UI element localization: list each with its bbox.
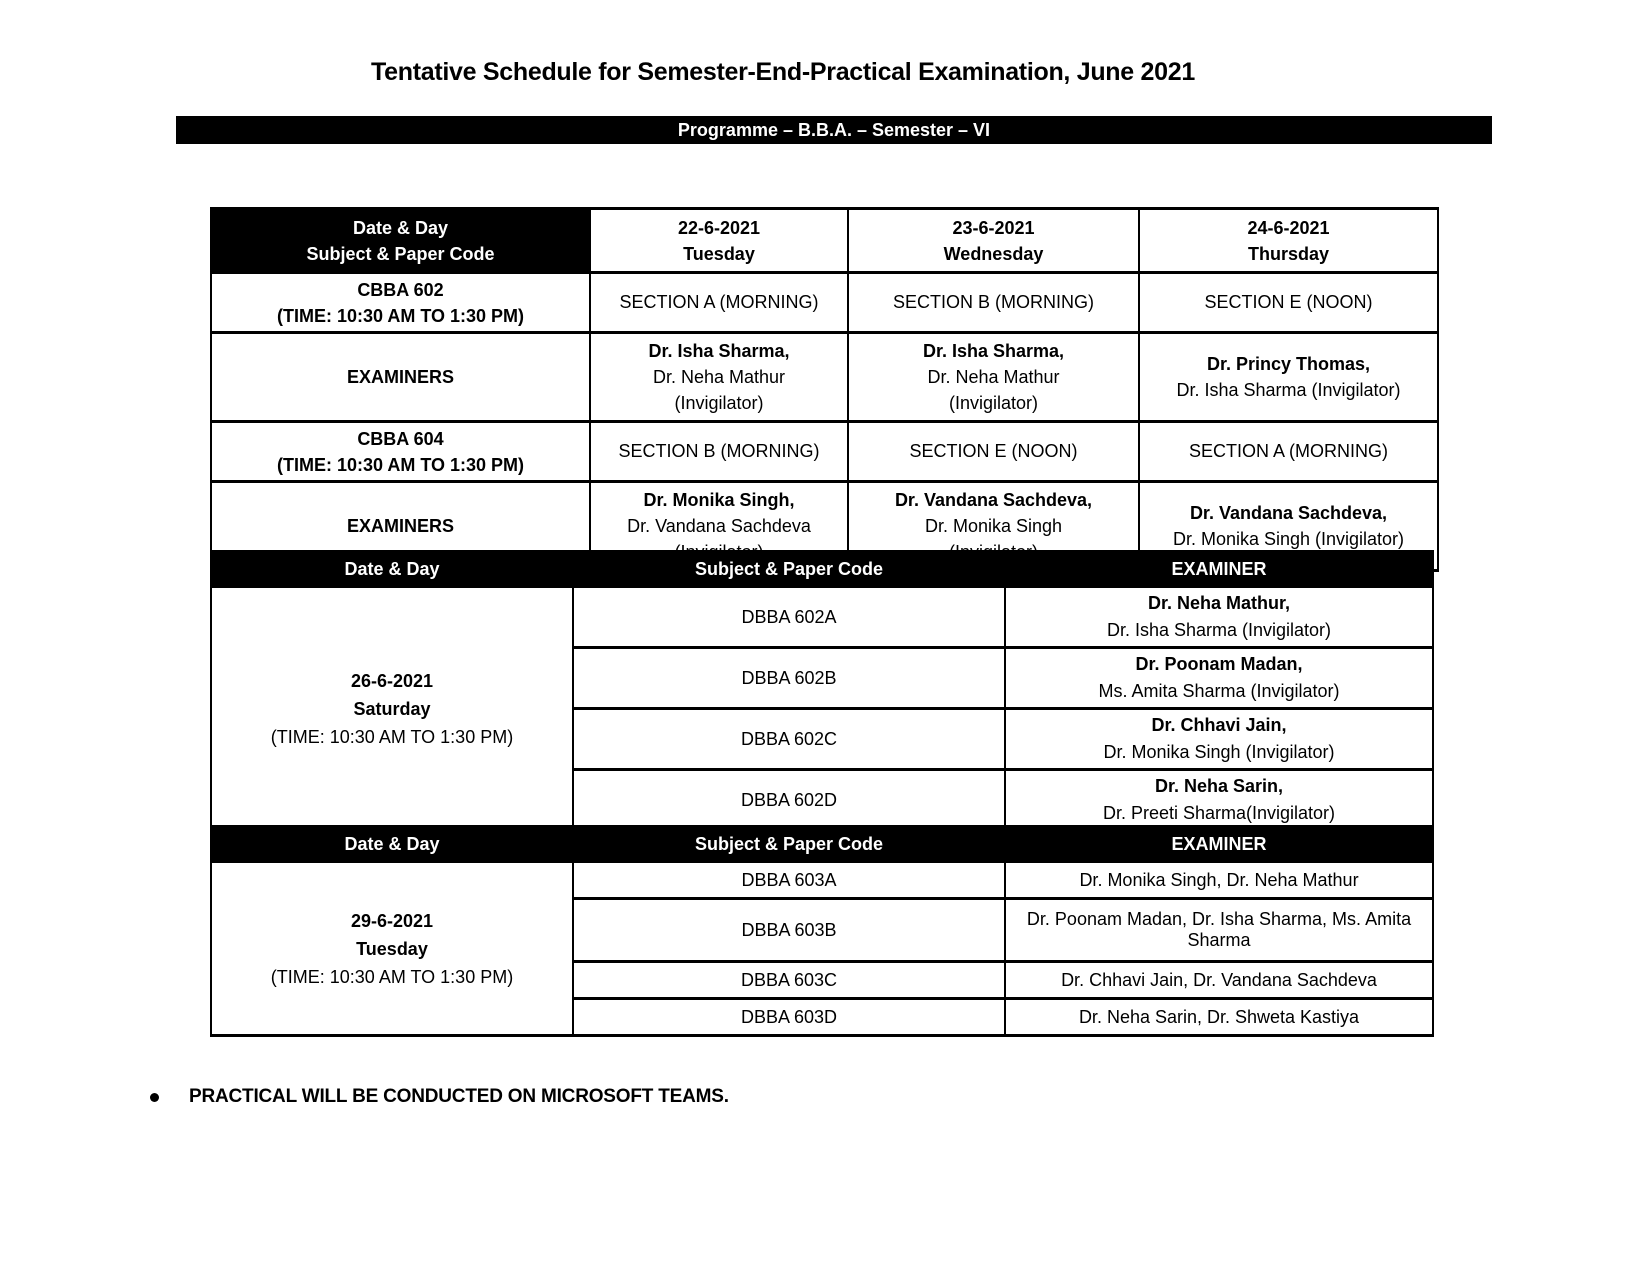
schedule-table-dbba602 bbox=[210, 550, 1434, 832]
examiner-cell: Dr. Neha Sarin, Dr. Shweta Kastiya bbox=[1005, 999, 1433, 1036]
examiner-cell: Dr. Monika Singh, Dr. Neha Mathur bbox=[1005, 862, 1433, 899]
section-cell: SECTION A (MORNING) bbox=[1139, 422, 1438, 482]
section-cell: SECTION B (MORNING) bbox=[848, 273, 1139, 333]
examiner-cell: Dr. Poonam Madan, Dr. Isha Sharma, Ms. Amita Sharma bbox=[1005, 899, 1433, 962]
examiner-cell: Dr. Chhavi Jain, Dr. Vandana Sachdeva bbox=[1005, 962, 1433, 999]
header-day: Tuesday bbox=[683, 243, 755, 264]
header-examiner: EXAMINER bbox=[1005, 552, 1433, 587]
examiner-cell bbox=[1005, 587, 1433, 648]
examiner-name: Dr. Isha Sharma, bbox=[922, 341, 1065, 361]
header-date: 24-6-2021 bbox=[1247, 217, 1330, 238]
examiner-name: Dr. Poonam Madan, bbox=[1135, 654, 1303, 674]
subject-cell bbox=[211, 422, 590, 482]
examiner-name: Dr. Neha Sarin, bbox=[1154, 776, 1284, 796]
examiner-name: Dr. Isha Sharma, bbox=[648, 341, 790, 361]
day-text: Tuesday bbox=[356, 938, 428, 959]
invigilator-tag: (Invigilator) bbox=[674, 393, 764, 413]
header-examiner: EXAMINER bbox=[1005, 827, 1433, 862]
examiners-row bbox=[211, 333, 1438, 422]
page-title: Tentative Schedule for Semester-End-Practical Examination, June 2021 bbox=[371, 58, 1195, 86]
section-cell: SECTION A (MORNING) bbox=[590, 273, 848, 333]
examiner-name: Dr. Neha Mathur, bbox=[1147, 593, 1291, 613]
invigilator-tag: (Invigilator) bbox=[948, 393, 1039, 413]
day-header-cell bbox=[848, 209, 1139, 273]
examiner-cell bbox=[848, 333, 1139, 422]
examiner-name: Dr. Monika Singh, bbox=[643, 490, 795, 510]
examiner-cell bbox=[1005, 770, 1433, 831]
subject-code: CBBA 602 bbox=[357, 279, 444, 300]
invigilator-name: Dr. Isha Sharma (Invigilator) bbox=[1176, 380, 1401, 400]
day-header-cell bbox=[590, 209, 848, 273]
footnote-text: PRACTICAL WILL BE CONDUCTED ON MICROSOFT TEAMS. bbox=[189, 1086, 729, 1107]
schedule-table-cbba bbox=[210, 207, 1439, 572]
header-day: Thursday bbox=[1247, 243, 1330, 264]
subject-time: (TIME: 10:30 AM TO 1:30 PM) bbox=[276, 305, 525, 326]
corner-header-line1: Date & Day bbox=[352, 217, 449, 238]
table-row bbox=[211, 587, 1433, 648]
header-date-day: Date & Day bbox=[211, 827, 573, 862]
invigilator-name: Dr. Vandana Sachdeva bbox=[627, 516, 811, 536]
table-header-row bbox=[211, 209, 1438, 273]
subject-row bbox=[211, 273, 1438, 333]
paper-code-cell: DBBA 603B bbox=[573, 899, 1005, 962]
paper-code-cell: DBBA 602A bbox=[573, 587, 1005, 648]
paper-code-cell: DBBA 603A bbox=[573, 862, 1005, 899]
section-cell: SECTION E (NOON) bbox=[1139, 273, 1438, 333]
header-day: Wednesday bbox=[943, 243, 1044, 264]
examiner-cell bbox=[590, 333, 848, 422]
paper-code-cell: DBBA 603D bbox=[573, 999, 1005, 1036]
examiner-cell bbox=[1005, 709, 1433, 770]
subject-code: CBBA 604 bbox=[357, 428, 444, 449]
invigilator-name: Dr. Monika Singh bbox=[924, 516, 1063, 536]
header-subject-code: Subject & Paper Code bbox=[573, 827, 1005, 862]
section-cell: SECTION B (MORNING) bbox=[590, 422, 848, 482]
date-cell bbox=[211, 587, 573, 831]
examiner-name: Dr. Princy Thomas, bbox=[1206, 354, 1371, 374]
header-date: 22-6-2021 bbox=[677, 217, 761, 238]
programme-banner: Programme – B.B.A. – Semester – VI bbox=[176, 116, 1492, 144]
examiner-cell bbox=[1005, 648, 1433, 709]
paper-code-cell: DBBA 602C bbox=[573, 709, 1005, 770]
invigilator-name: Dr. Monika Singh (Invigilator) bbox=[1172, 529, 1405, 549]
table-header-row bbox=[211, 827, 1433, 862]
subject-cell bbox=[211, 273, 590, 333]
footnote bbox=[150, 1086, 729, 1108]
corner-header-cell bbox=[211, 209, 590, 273]
table-header-row bbox=[211, 552, 1433, 587]
day-header-cell bbox=[1139, 209, 1438, 273]
paper-code-cell: DBBA 603C bbox=[573, 962, 1005, 999]
subject-row bbox=[211, 422, 1438, 482]
date-text: 26-6-2021 bbox=[350, 670, 434, 691]
bullet-icon bbox=[150, 1093, 159, 1102]
invigilator-name: Dr. Monika Singh (Invigilator) bbox=[1103, 742, 1335, 762]
date-cell bbox=[211, 862, 573, 1036]
invigilator-name: Dr. Neha Mathur bbox=[927, 367, 1060, 387]
examiners-label-cell: EXAMINERS bbox=[211, 333, 590, 422]
invigilator-name: Ms. Amita Sharma (Invigilator) bbox=[1098, 681, 1340, 701]
paper-code-cell: DBBA 602D bbox=[573, 770, 1005, 831]
corner-header-line2: Subject & Paper Code bbox=[306, 243, 495, 264]
invigilator-name: Dr. Preeti Sharma(Invigilator) bbox=[1102, 803, 1336, 823]
examiner-name: Dr. Chhavi Jain, bbox=[1151, 715, 1287, 735]
examiner-cell bbox=[1139, 333, 1438, 422]
examiner-name: Dr. Vandana Sachdeva, bbox=[1189, 503, 1388, 523]
header-date: 23-6-2021 bbox=[952, 217, 1035, 238]
time-text: (TIME: 10:30 AM TO 1:30 PM) bbox=[270, 966, 514, 987]
paper-code-cell: DBBA 602B bbox=[573, 648, 1005, 709]
table-row bbox=[211, 862, 1433, 899]
header-date-day: Date & Day bbox=[211, 552, 573, 587]
header-subject-code: Subject & Paper Code bbox=[573, 552, 1005, 587]
invigilator-name: Dr. Neha Mathur bbox=[652, 367, 786, 387]
schedule-table-dbba603 bbox=[210, 825, 1434, 1037]
time-text: (TIME: 10:30 AM TO 1:30 PM) bbox=[270, 726, 514, 747]
examiner-name: Dr. Vandana Sachdeva, bbox=[894, 490, 1093, 510]
day-text: Saturday bbox=[353, 698, 431, 719]
invigilator-name: Dr. Isha Sharma (Invigilator) bbox=[1106, 620, 1332, 640]
examiners-label-cell: EXAMINERS bbox=[211, 482, 590, 571]
date-text: 29-6-2021 bbox=[350, 910, 434, 931]
section-cell: SECTION E (NOON) bbox=[848, 422, 1139, 482]
subject-time: (TIME: 10:30 AM TO 1:30 PM) bbox=[276, 454, 525, 475]
